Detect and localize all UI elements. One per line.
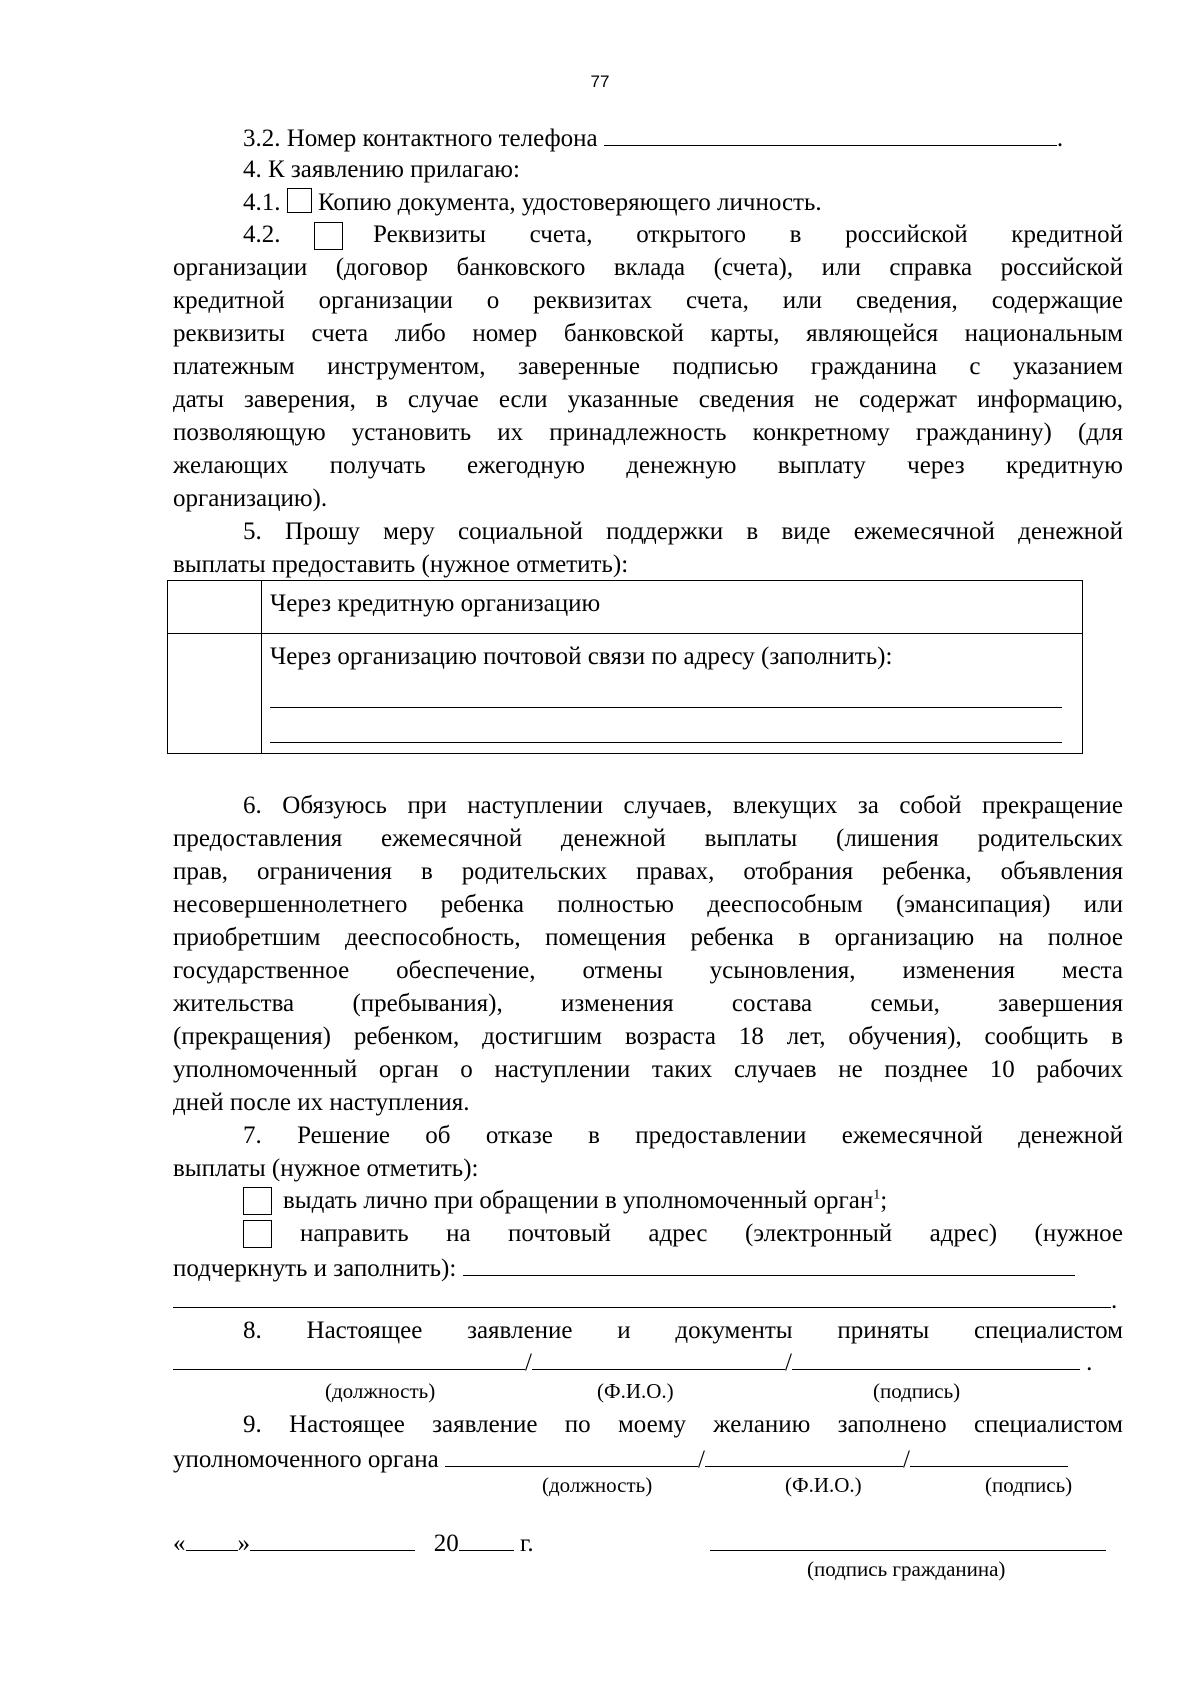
item-4-2-line: желающих получать ежегодную денежную выплату через кредитную (173, 452, 1123, 479)
item-6-line: предоставления ежемесячной денежной выплаты (лишения родительских (173, 825, 1123, 852)
item-4-2-line: организации (договор банковского вклада (счета), или справка российской (173, 254, 1123, 281)
option-personal (283, 1187, 887, 1215)
name-field[interactable] (532, 1347, 785, 1370)
item-8-fields: / / . (173, 1347, 1092, 1377)
item-5-line: 5. Прошу меру социальной поддержки в виде ежемесячной денежной (243, 518, 1123, 545)
item-7-line: выплаты (нужное отметить): (173, 1155, 479, 1182)
item-6-line: (прекращения) ребенком, достигшим возраста 18 лет, обучения), сообщить в (173, 1023, 1123, 1050)
item-4-2-line: реквизиты счета либо номер банковской карты, являющейся национальным (173, 320, 1123, 347)
payment-option-credit: Через кредитную организацию (262, 581, 1083, 634)
phone-field[interactable] (604, 123, 1057, 146)
payment-method-table (167, 580, 1083, 754)
item-4-2-line: позволяющую установить их принадлежность конкретному гражданину) (для (173, 419, 1123, 446)
caption-position-9: (должность) (542, 1473, 653, 1497)
address-line-2[interactable] (270, 720, 1062, 743)
item-4-1-text: Копию документа, удостоверяющего личность. (318, 189, 822, 216)
checkbox-personal[interactable] (243, 1187, 272, 1215)
item-8-end: . (1086, 1349, 1093, 1376)
item-7-end: . (1111, 1287, 1118, 1314)
caption-position: (должность) (325, 1379, 436, 1403)
checkbox-4-1[interactable] (287, 188, 312, 213)
item-4-2-line: кредитной организации о реквизитах счета, или сведения, содержащие (173, 287, 1123, 314)
year-suffix: г. (520, 1530, 534, 1557)
item-6-line: уполномоченный орган о наступлении таких случаев не позднее 10 рабочих (173, 1056, 1123, 1083)
payment-option-mark-credit[interactable] (168, 581, 262, 634)
item-4-2-line: платежным инструментом, заверенные подписью гражданина с указанием (173, 353, 1123, 380)
caption-name: (Ф.И.О.) (597, 1379, 674, 1403)
name-field-9[interactable] (705, 1444, 903, 1467)
mail-address-field[interactable] (463, 1253, 1075, 1276)
option-personal-text: выдать лично при обращении в уполномоченный орган (283, 1187, 874, 1214)
payment-option-row (168, 634, 1083, 754)
year-prefix: 20 (433, 1530, 459, 1557)
checkbox-4-2[interactable] (314, 222, 343, 250)
signature-field-9[interactable] (910, 1444, 1068, 1467)
date-open-quote: « (173, 1530, 186, 1557)
item-9-line: 9. Настоящее заявление по моему желанию заполнено специалистом (243, 1411, 1123, 1438)
caption-signature: (подпись) (873, 1379, 961, 1403)
address-line-1[interactable] (270, 685, 1062, 708)
option-mail-cont-text: подчеркнуть и заполнить): (173, 1255, 457, 1282)
month-field[interactable] (250, 1528, 415, 1551)
year-field[interactable] (459, 1528, 514, 1551)
item-8-line: 8. Настоящее заявление и документы приняты специалистом (243, 1317, 1123, 1344)
item-6-line: прав, ограничения в родительских правах, отобрания ребенка, объявления (173, 858, 1123, 885)
page-number: 77 (590, 72, 610, 91)
footnote-ref: 1 (873, 1187, 881, 1203)
item-5-line: выплаты предоставить (нужное отметить): (173, 551, 629, 578)
payment-option-post: Через организацию почтовой связи по адресу (заполнить): (270, 643, 893, 670)
item-4-2-num: 4.2. (243, 221, 281, 248)
item-9-line2: уполномоченного органа (173, 1446, 439, 1473)
signature-field[interactable] (792, 1347, 1080, 1370)
item-3-2 (243, 123, 1063, 153)
item-6-line: дней после их наступления. (173, 1089, 470, 1116)
position-field-9[interactable] (445, 1444, 698, 1467)
item-6-line: несовершеннолетнего ребенка полностью дееспособным (эмансипация) или (173, 891, 1123, 918)
mail-address-line-2 (173, 1285, 1117, 1315)
day-field[interactable] (186, 1528, 238, 1551)
item-3-2-end: . (1056, 125, 1064, 152)
caption-name-9: (Ф.И.О.) (785, 1473, 862, 1497)
item-3-2-label: 3.2. Номер контактного телефона (243, 125, 598, 152)
item-4-1-num: 4.1. (243, 189, 281, 216)
item-4-2-line: организацию). (173, 485, 328, 512)
payment-option-mark-post[interactable] (168, 634, 262, 754)
caption-signature-9: (подпись) (985, 1473, 1073, 1497)
position-field[interactable] (173, 1347, 525, 1370)
item-4-1 (243, 188, 822, 217)
citizen-signature-field[interactable] (710, 1528, 1106, 1551)
item-4-2-line: Реквизиты счета, открытого в российской кредитной (373, 221, 1123, 248)
mail-address-field-2[interactable] (173, 1285, 1111, 1308)
option-mail-cont (173, 1253, 1075, 1283)
option-mail: направить на почтовый адрес (электронный адрес) (нужное (300, 1220, 1123, 1247)
item-4-2-line: даты заверения, в случае если указанные сведения не содержат информацию, (173, 386, 1123, 413)
date-close-quote: » (237, 1530, 250, 1557)
item-6-line: государственное обеспечение, отмены усыновления, изменения места (173, 957, 1123, 984)
item-6-line: жительства (пребывания), изменения состава семьи, завершения (173, 990, 1123, 1017)
item-7-line: 7. Решение об отказе в предоставлении ежемесячной денежной (243, 1122, 1123, 1149)
payment-option-row (168, 581, 1083, 634)
item-6-line: 6. Обязуюсь при наступлении случаев, влекущих за собой прекращение (243, 792, 1123, 819)
citizen-signature-caption: (подпись гражданина) (807, 1557, 1006, 1581)
checkbox-mail[interactable] (243, 1220, 272, 1248)
date-line (173, 1528, 534, 1558)
item-4-heading: 4. К заявлению прилагаю: (243, 156, 520, 183)
item-9-fields: уполномоченного органа / / (173, 1444, 1068, 1474)
option-personal-end: ; (880, 1187, 888, 1214)
item-6-line: приобретшим дееспособность, помещения ребенка в организацию на полное (173, 924, 1123, 951)
payment-option-post-cell (262, 634, 1083, 754)
